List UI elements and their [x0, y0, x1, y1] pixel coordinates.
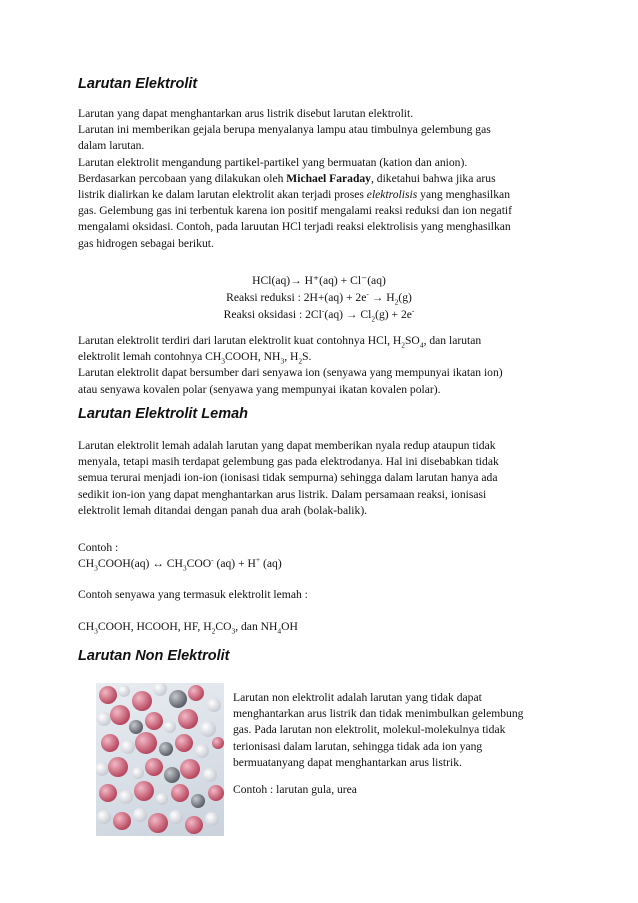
molecule-atom: [121, 740, 135, 754]
molecule-atom: [97, 712, 111, 726]
text-line: gas. Gelembung gas ini terbentuk karena ion positif mengalami reaksi reduksi dan ion negatif: [78, 204, 513, 218]
text-fragment: , dan larutan: [423, 334, 482, 347]
text-fragment: COO: [186, 557, 212, 570]
molecule-atom: [169, 690, 187, 708]
text-fragment: → H: [368, 291, 395, 304]
paragraph-non-elektrolit: [233, 690, 561, 771]
molecule-atom: [207, 698, 221, 712]
molecule-atom: [191, 794, 205, 808]
text-line: Larutan elektrolit lemah adalah larutan yang dapat memberikan nyala redup ataupun tidak: [78, 439, 496, 452]
molecule-atom: [188, 685, 204, 701]
text-fragment: , diketahui bahwa jika arus: [370, 171, 496, 185]
text-fragment: Larutan elektrolit terdiri dari larutan elektrolit kuat contohnya HCl, H: [78, 334, 402, 347]
text-fragment: Reaksi reduksi : 2H+(aq) + 2e: [226, 291, 367, 304]
text-line: terionisasi dalam larutan, sehingga tidak ada ion yang: [233, 739, 483, 753]
molecule-atom: [159, 742, 173, 756]
molecule-atom: [205, 812, 219, 826]
molecules-image: [96, 683, 224, 836]
heading-larutan-elektrolit: Larutan Elektrolit: [78, 76, 198, 92]
contoh-senyawa-list: $CH_3COOH$, HCOOH, HF, $H_2CO_3$, dan $NH_4OH$: [78, 620, 298, 636]
molecule-atom: [178, 709, 198, 729]
contoh-senyawa-label: Contoh senyawa yang termasuk elektrolit lemah :: [78, 588, 308, 601]
text-line: Larutan ini memberikan gejala berupa menyalanya lampu atau timbulnya gelembung gas: [78, 123, 491, 137]
molecule-atom: [97, 810, 111, 824]
text-line: Larutan yang dapat menghantarkan arus listrik disebut larutan elektrolit.: [78, 107, 414, 120]
molecule-atom: [134, 781, 154, 801]
molecule-atom: [212, 737, 224, 749]
text-line: [78, 187, 562, 203]
text-line: menghantarkan arus listrik dan tidak menimbulkan gelembung: [233, 707, 524, 721]
molecule-atom: [132, 767, 144, 779]
equation-hcl: HCl(aq)→ H⁺(aq) + Cl⁻(aq): [252, 274, 386, 287]
molecule-atom: [171, 784, 189, 802]
text-line: [78, 171, 562, 187]
molecule-atom: [185, 816, 203, 834]
text-line: atau senyawa kovalen polar (senyawa yang mempunyai ikatan kovalen polar).: [78, 382, 441, 396]
molecule-atom: [164, 721, 176, 733]
paragraph-elektrolit-intro: [78, 106, 562, 252]
paragraph-elektrolit-lemah: [78, 438, 562, 519]
molecule-atom: [145, 758, 163, 776]
text-line: sedikit ion-ion yang dapat menghantarkan arus listrik. Dalam persamaan reaksi, ionisasi: [78, 487, 487, 501]
text-line: Larutan elektrolit mengandung partikel-partikel yang bermuatan (kation dan anion).: [78, 155, 468, 169]
text-line: Larutan elektrolit terdiri dari larutan elektrolit kuat contohnya HCl, $H_2SO_4$, dan larutan: [78, 334, 482, 350]
molecule-atom: [118, 685, 130, 697]
text-line: dalam larutan.: [78, 139, 145, 153]
text-line: semua terurai menjadi ion-ion (ionisasi tidak sempurna) sehingga dalam larutan hanya ada: [78, 471, 498, 485]
molecule-atom: [200, 721, 216, 737]
text-fragment: , dan NH: [235, 620, 278, 633]
text-fragment: CO: [215, 620, 232, 633]
text-line: Larutan elektrolit dapat bersumber dari senyawa ion (senyawa yang mempunyai ikatan ion): [78, 366, 503, 380]
molecule-atom: [132, 691, 152, 711]
text-fragment: elektrolit lemah contohnya CH: [78, 350, 222, 364]
molecule-atom: [195, 744, 209, 758]
molecule-atom: [110, 705, 130, 725]
heading-larutan-non-elektrolit: Larutan Non Elektrolit: [78, 648, 230, 664]
text-fragment: SO: [404, 334, 420, 347]
faraday-name: Michael Faraday: [286, 171, 371, 185]
molecule-atom: [180, 759, 200, 779]
molecule-atom: [208, 785, 224, 801]
molecule-atom: [153, 683, 167, 696]
molecule-atom: [133, 808, 147, 822]
text-fragment: CH: [78, 620, 95, 633]
text-line: gas. Pada larutan non elektrolit, molekul-molekulnya tidak: [233, 723, 506, 737]
text-fragment: yang menghasilkan: [420, 188, 510, 202]
text-fragment: COOH(aq) ↔ CH: [97, 557, 183, 570]
text-fragment: (g) + 2e: [375, 308, 412, 321]
paragraph-elektrolit-types: [78, 333, 562, 398]
molecule-atom: [175, 734, 193, 752]
text-fragment: (g): [398, 291, 412, 304]
text-fragment: COOH, NH: [225, 350, 281, 364]
text-fragment: (aq): [260, 557, 282, 570]
equation-oksidasi: Reaksi oksidasi : $2Cl^-(aq) \to Cl_2(g) + 2e^-$: [223, 306, 415, 324]
molecule-atom: [108, 757, 128, 777]
elektrolisis-term: elektrolisis: [366, 188, 418, 202]
equation-reduksi: Reaksi reduksi : $2H+(aq) + 2e^- \to H_2(g)$: [226, 289, 412, 307]
contoh-label: Contoh :: [78, 541, 119, 554]
molecule-atom: [169, 810, 183, 824]
text-line: elektrolit lemah ditandai dengan panah dua arah (bolak-balik).: [78, 503, 368, 517]
text-fragment: listrik dialirkan ke dalam larutan elektrolit akan terjadi proses: [78, 188, 364, 202]
text-fragment: (aq) + H: [213, 557, 256, 570]
molecule-atom: [164, 767, 180, 783]
molecule-atom: [148, 813, 168, 833]
text-fragment: COOH, HCOOH, HF, H: [97, 620, 212, 633]
text-fragment: Reaksi oksidasi : 2Cl: [223, 308, 322, 321]
text-line: bermuatanyang dapat menghantarkan arus listrik.: [233, 755, 462, 769]
molecule-atom: [119, 790, 133, 804]
text-line: Larutan non elektrolit adalah larutan yang tidak dapat: [233, 691, 482, 704]
text-line: menyala, tetapi masih terdapat gelembung gas pada elektrodanya. Hal ini disebabkan tidak: [78, 455, 499, 469]
text-fragment: CH: [78, 557, 95, 570]
molecule-atom: [203, 768, 217, 782]
molecule-atom: [113, 812, 131, 830]
text-line: elektrolit lemah contohnya $CH_3COOH$, $NH_3$, $H_2S$.: [78, 350, 312, 366]
molecule-illustration: [96, 683, 224, 836]
text-fragment: , H: [284, 350, 299, 364]
text-fragment: (aq) → Cl: [324, 308, 372, 321]
contoh-non-elektrolit: Contoh : larutan gula, urea: [233, 783, 357, 796]
text-fragment: OH: [281, 620, 298, 633]
molecule-atom: [99, 784, 117, 802]
text-fragment: S.: [302, 350, 312, 364]
heading-larutan-elektrolit-lemah: Larutan Elektrolit Lemah: [78, 406, 249, 422]
contoh-equation: $CH_3COOH(aq)$ ↔ $CH_3COO^-$ (aq) + H+ (aq): [78, 555, 282, 573]
molecule-atom: [99, 686, 117, 704]
molecule-atom: [96, 762, 109, 776]
molecule-atom: [145, 712, 163, 730]
molecule-atom: [129, 720, 143, 734]
molecule-atom: [101, 734, 119, 752]
molecule-atom: [135, 732, 157, 754]
text-line: mengalami oksidasi. Contoh, pada laruutan HCl terjadi reaksi elektrolisis yang menghasilkan: [78, 220, 511, 234]
text-fragment: Berdasarkan percobaan yang dilakukan oleh: [78, 171, 284, 185]
text-line: gas hidrogen sebagai berikut.: [78, 236, 214, 250]
molecule-atom: [156, 793, 168, 805]
